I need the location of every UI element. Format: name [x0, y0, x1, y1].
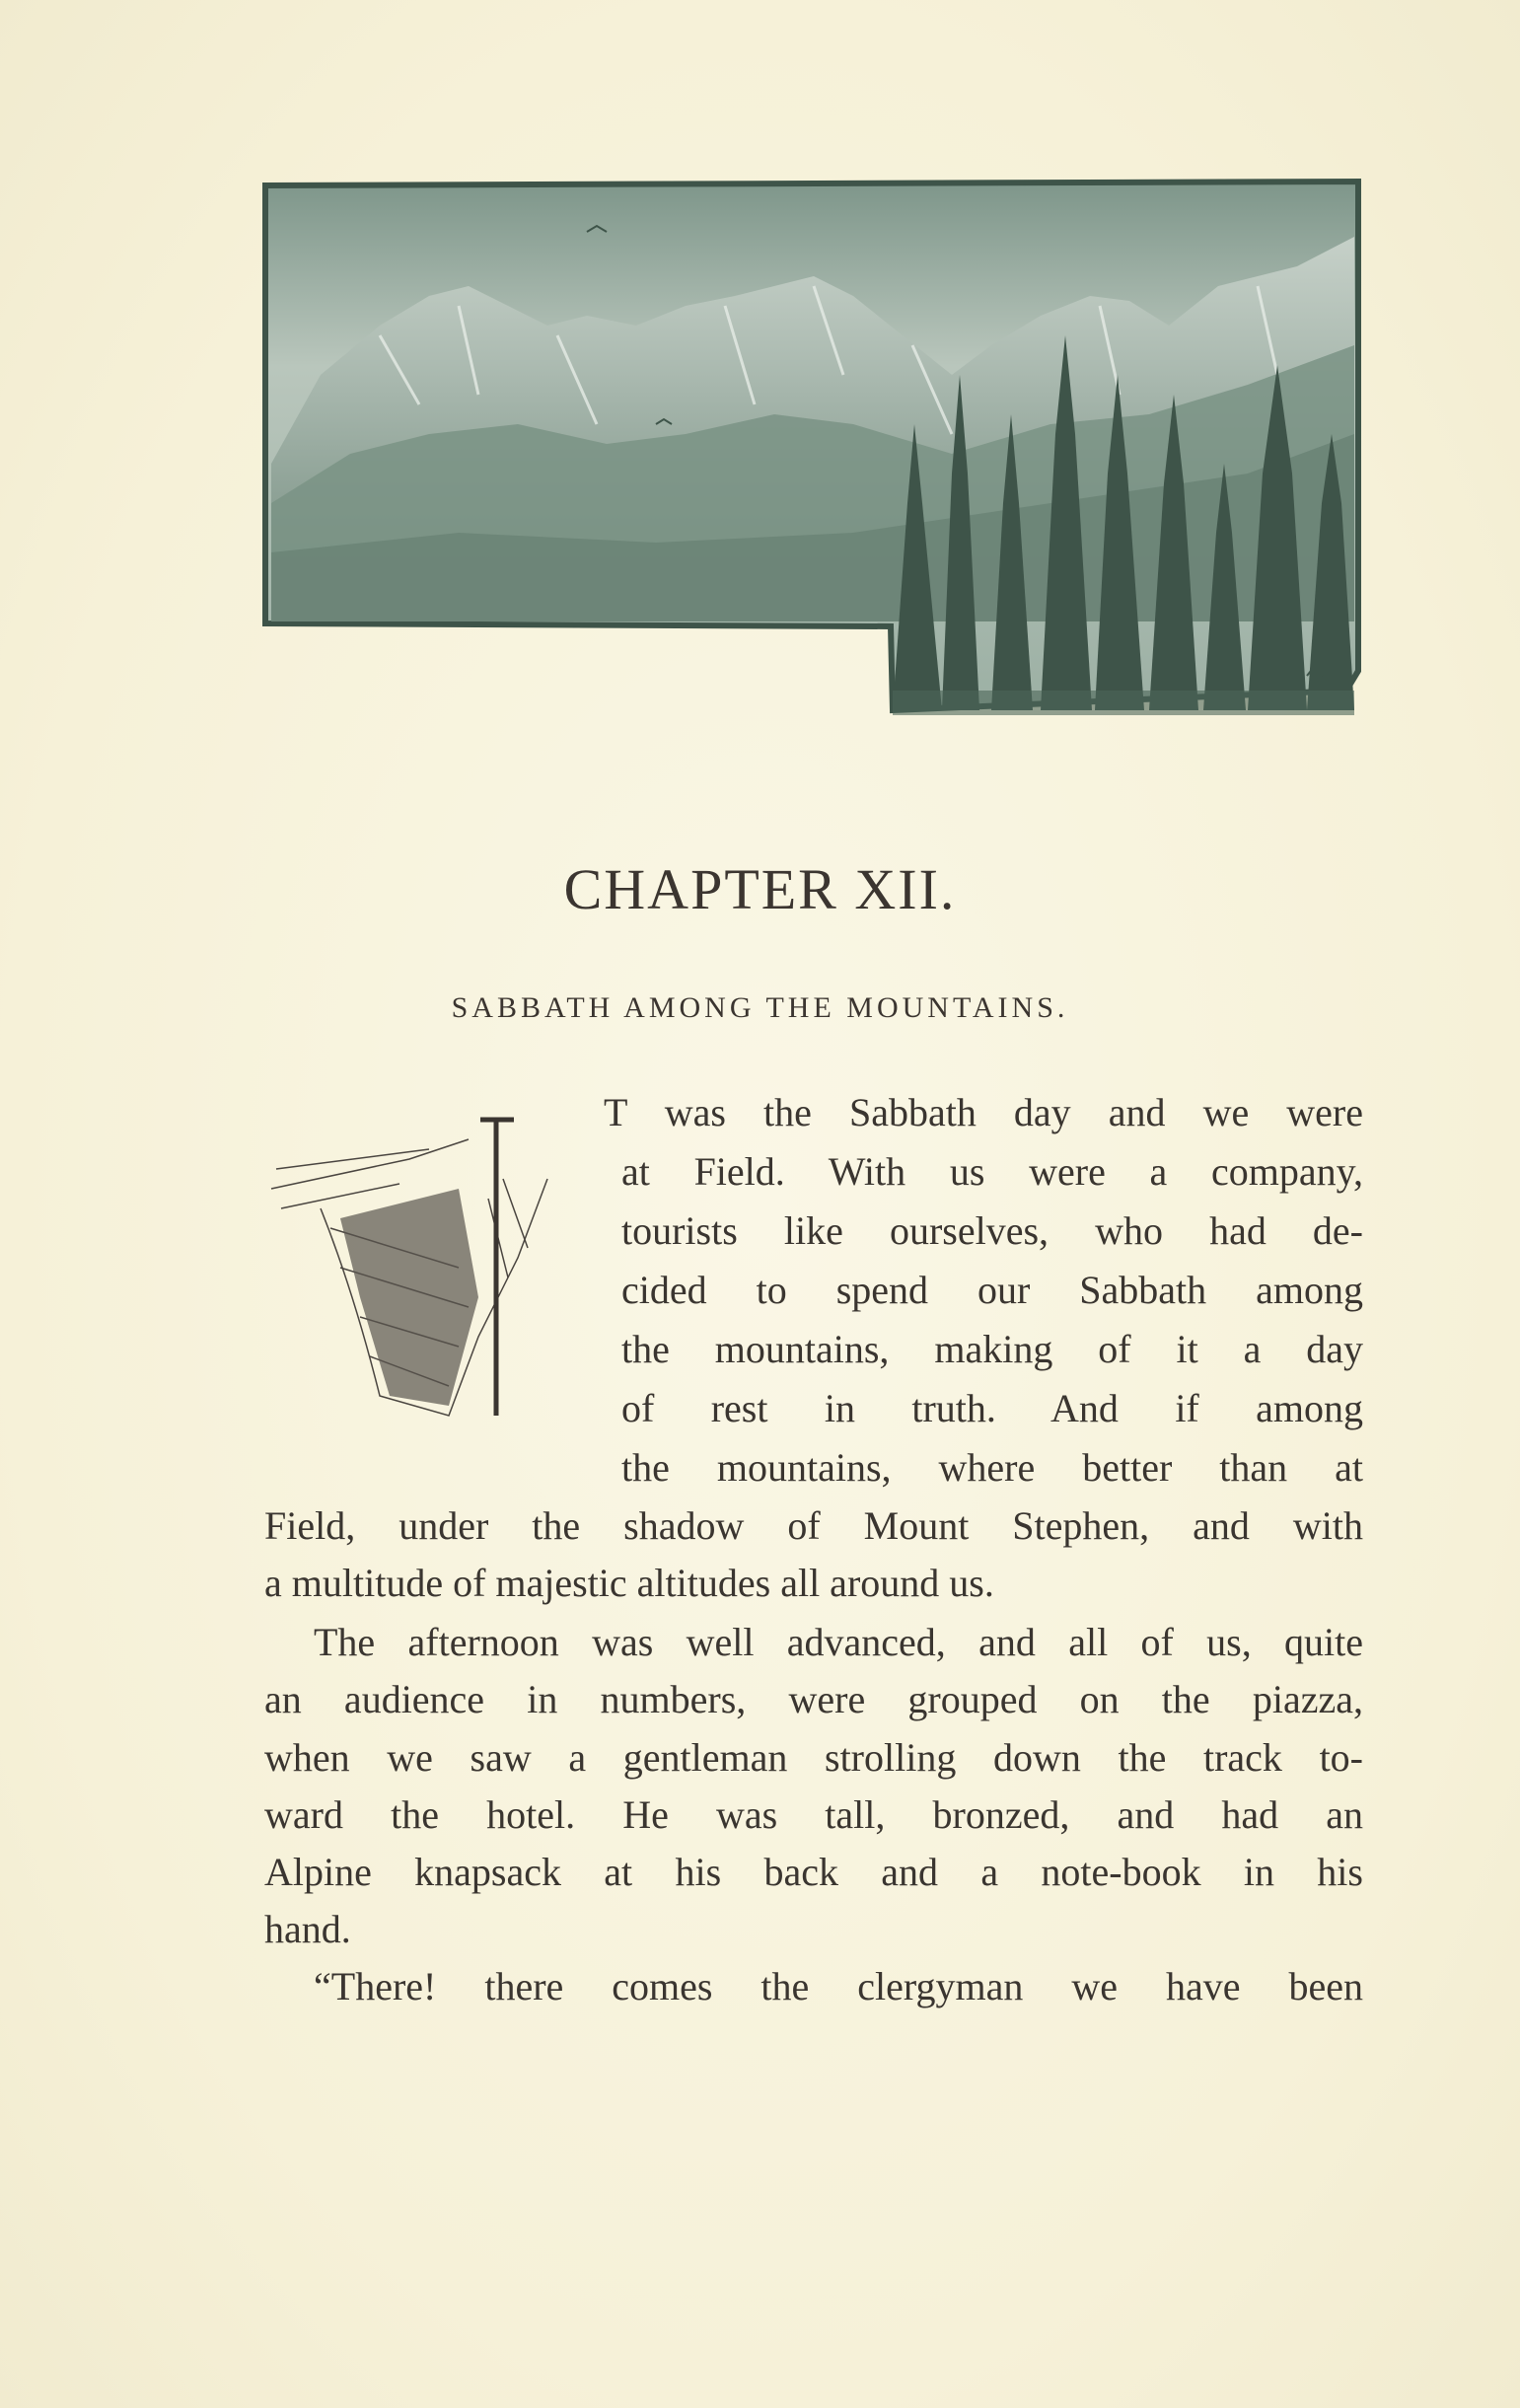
text-line: of rest in truth. And if among: [621, 1386, 1363, 1430]
text-line: when we saw a gentleman strolling down the track to-: [264, 1735, 1363, 1780]
text-line: the mountains, making of it a day: [621, 1327, 1363, 1371]
illustrated-initial-letter: [261, 1100, 587, 1435]
text-line: a multitude of majestic altitudes all around us.: [264, 1561, 994, 1605]
chapter-subtitle: SABBATH AMONG THE MOUNTAINS.: [451, 991, 1069, 1024]
text-line: cided to spend our Sabbath among: [621, 1268, 1363, 1312]
text-line: The afternoon was well advanced, and all of us, quite: [314, 1620, 1363, 1664]
mountain-headpiece-illustration: [261, 178, 1366, 730]
text-line: Alpine knapsack at his back and a note-book in his: [264, 1850, 1363, 1894]
text-line: “There! there comes the clergyman we have been: [314, 1964, 1363, 2008]
text-line: an audience in numbers, were grouped on the piazza,: [264, 1677, 1363, 1721]
text-line: hand.: [264, 1907, 351, 1951]
text-line: T was the Sabbath day and we were: [604, 1090, 1363, 1134]
text-line: tourists like ourselves, who had de-: [621, 1208, 1363, 1253]
text-line: Field, under the shadow of Mount Stephen, and with: [264, 1503, 1363, 1548]
text-line: ward the hotel. He was tall, bronzed, and had an: [264, 1792, 1363, 1837]
text-line: the mountains, where better than at: [621, 1445, 1363, 1490]
text-line: at Field. With us were a company,: [621, 1149, 1363, 1194]
chapter-title: CHAPTER XII.: [563, 857, 957, 921]
